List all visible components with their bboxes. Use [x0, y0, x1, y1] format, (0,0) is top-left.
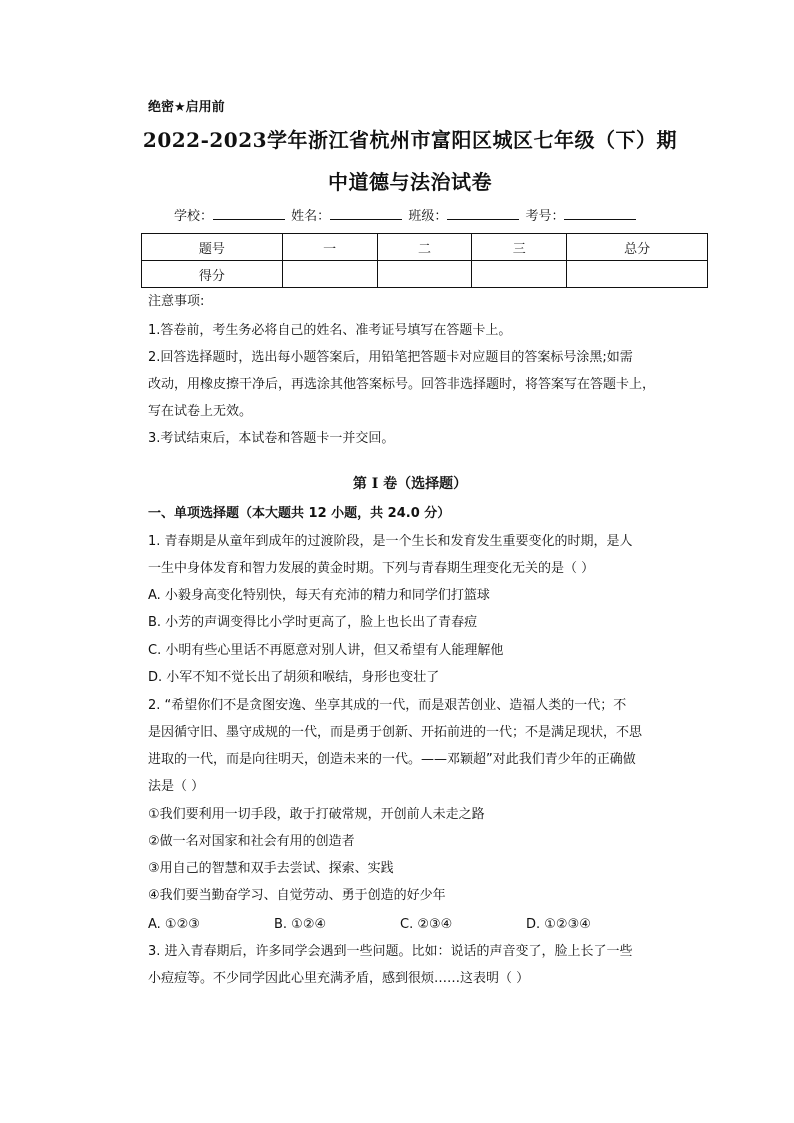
exam-title-line-1: 2022-2023学年浙江省杭州市富阳区城区七年级（下）期	[142, 128, 678, 152]
q2-statement-3: ③用自己的智慧和双手去尝试、探索、实践	[148, 861, 394, 876]
q2-stem-line-3: 进取的一代，而是向往明天，创造未来的一代。——邓颖超”对此我们青少年的正确做	[148, 752, 636, 767]
exam-no-label: 考号：	[525, 209, 565, 224]
exam-title-line-2: 中道德与法治试卷	[328, 170, 492, 194]
q2-option-d: D. ①②③④	[526, 917, 591, 932]
score-cell-2[interactable]	[377, 261, 472, 288]
question-no-label: 题号	[142, 234, 283, 261]
notes-title: 注意事项:	[148, 294, 205, 309]
q1-option-a: A. 小毅身高变化特别快，每天有充沛的精力和同学们打篮球	[148, 588, 490, 603]
class-blank[interactable]	[447, 207, 519, 220]
q2-statement-4: ④我们要当勤奋学习、自觉劳动、勇于创造的好少年	[148, 888, 446, 903]
note-2-line-1: 2.回答选择题时，选出每小题答案后，用铅笔把答题卡对应题目的答案标号涂黑;如需	[148, 350, 633, 365]
class-label: 班级：	[408, 209, 448, 224]
school-blank[interactable]	[213, 207, 285, 220]
score-cell-3[interactable]	[472, 261, 567, 288]
score-table-header-row	[142, 234, 708, 261]
q3-stem-line-2: 小痘痘等。不少同学因此心里充满矛盾，感到很烦……这表明（ ）	[148, 971, 530, 986]
score-table	[141, 233, 708, 288]
q3-stem-line-1: 3. 进入青春期后，许多同学会遇到一些问题。比如：说话的声音变了，脸上长了一些	[148, 944, 633, 959]
secret-label: 绝密★启用前	[148, 100, 225, 115]
col-part-3: 三	[472, 234, 567, 261]
name-blank[interactable]	[330, 207, 402, 220]
q2-stem-line-2: 是因循守旧、墨守成规的一代，而是勇于创新、开拓前进的一代；不是满足现状，不思	[148, 725, 643, 740]
student-info-line	[174, 205, 638, 224]
note-1: 1.答卷前，考生务必将自己的姓名、准考证号填写在答题卡上。	[148, 323, 512, 338]
score-label: 得分	[142, 261, 283, 288]
note-3: 3.考试结束后，本试卷和答题卡一并交回。	[148, 431, 395, 446]
q1-option-c: C. 小明有些心里话不再愿意对别人讲，但又希望有人能理解他	[148, 643, 504, 658]
name-label: 姓名：	[291, 209, 331, 224]
note-2-line-3: 写在试卷上无效。	[148, 404, 253, 419]
q2-statement-2: ②做一名对国家和社会有用的创造者	[148, 834, 355, 849]
q2-option-b: B. ①②④	[274, 917, 327, 932]
score-table-score-row	[142, 261, 708, 288]
score-cell-1[interactable]	[282, 261, 377, 288]
score-cell-total[interactable]	[567, 261, 708, 288]
part-1-heading: 一、单项选择题（本大题共 12 小题，共 24.0 分）	[148, 506, 451, 521]
q1-stem-line-2: 一生中身体发育和智力发展的黄金时期。下列与青春期生理变化无关的是（ ）	[148, 561, 595, 576]
q1-option-d: D. 小军不知不觉长出了胡须和喉结，身形也变壮了	[148, 670, 440, 685]
q2-option-a: A. ①②③	[148, 917, 200, 932]
school-label: 学校：	[174, 209, 214, 224]
q2-option-c: C. ②③④	[400, 917, 453, 932]
exam-no-blank[interactable]	[564, 207, 636, 220]
q2-stem-line-4: 法是（ ）	[148, 779, 205, 794]
col-part-1: 一	[282, 234, 377, 261]
q2-statement-1: ①我们要利用一切手段，敢于打破常规，开创前人未走之路	[148, 807, 485, 822]
q2-options	[148, 917, 688, 937]
section-title: 第 I 卷（选择题）	[352, 476, 468, 492]
q2-stem-line-1: 2. “希望你们不是贪图安逸、坐享其成的一代，而是艰苦创业、造福人类的一代；不	[148, 698, 627, 713]
note-2-line-2: 改动，用橡皮擦干净后，再选涂其他答案标号。回答非选择题时，将答案写在答题卡上，	[148, 377, 656, 392]
q1-option-b: B. 小芳的声调变得比小学时更高了，脸上也长出了青春痘	[148, 615, 478, 630]
col-part-2: 二	[377, 234, 472, 261]
col-total: 总分	[567, 234, 708, 261]
q1-stem-line-1: 1. 青春期是从童年到成年的过渡阶段，是一个生长和发育发生重要变化的时期，是人	[148, 534, 633, 549]
